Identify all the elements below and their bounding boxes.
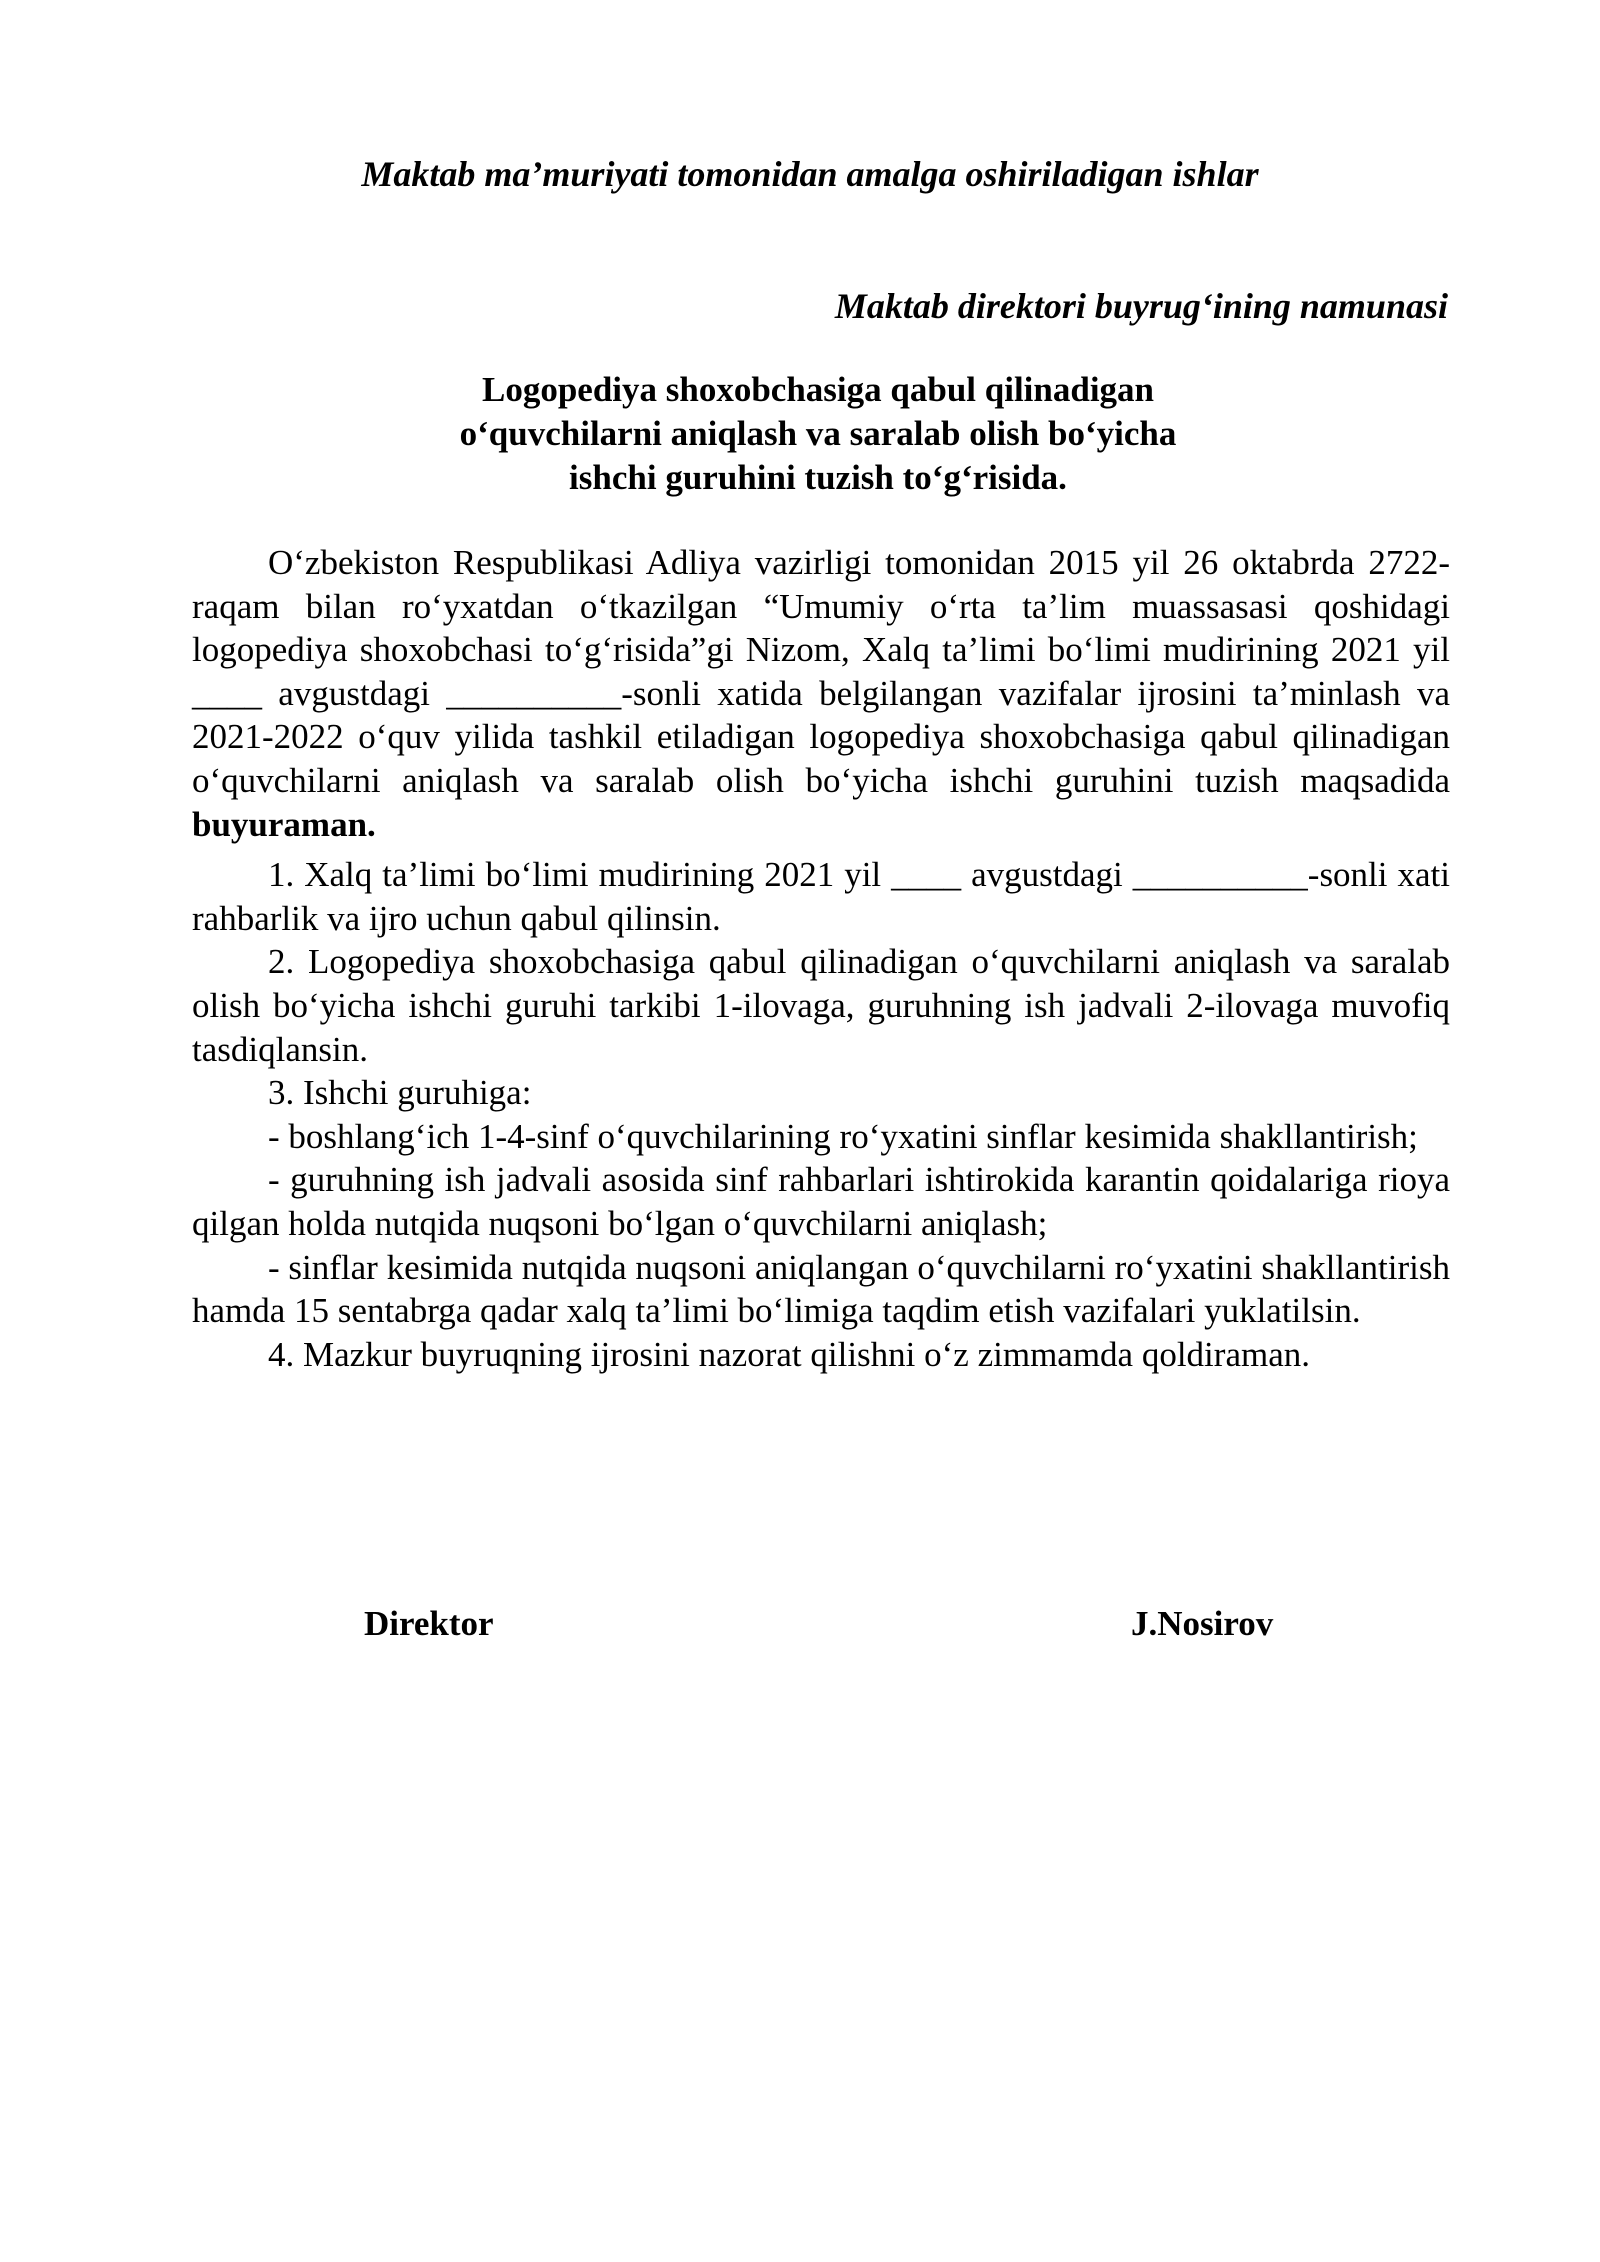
order-item-4: 4. Mazkur buyruqning ijrosini nazorat qilishni o‘z zimmamda qoldiraman. bbox=[268, 1334, 1310, 1374]
order-item-3: 3. Ishchi guruhiga: bbox=[268, 1073, 532, 1113]
order-body bbox=[192, 541, 1450, 1376]
preamble-text: O‘zbekiston Respublikasi Adliya vazirligi tomonidan 2015 yil 26 oktabrda 2722-raqam bilan ro‘yxatdan o‘tkazilgan “Umumiy o‘rta ta’lim muassasasi qoshidagi logopediya shoxobchasi to‘g‘risida”gi Nizom, Xalq ta’limi bo‘limi mudirining 2021 yil ____ avgustdagi __________-sonli xatida belgilangan vazifalar ijrosini ta’minlash va 2021-2022 o‘quv yilida tashkil etiladigan logopediya shoxobchasiga qabul qilinadigan o‘quvchilarni aniqlash va saralab olish bo‘yicha ishchi guruhini tuzish maqsadida bbox=[192, 543, 1450, 800]
signature-position: Direktor bbox=[364, 1604, 494, 1643]
order-subitem-2: - guruhning ish jadvali asosida sinf rahbarlari ishtirokida karantin qoidalariga rioya qilgan holda nutqida nuqsoni bo‘lgan o‘quvchilarni aniqlash; bbox=[192, 1160, 1450, 1243]
order-title bbox=[0, 368, 1600, 500]
order-title-line-1: Logopediya shoxobchasiga qabul qilinadigan bbox=[481, 370, 1155, 409]
order-item-1: 1. Xalq ta’limi bo‘limi mudirining 2021 yil ____ avgustdagi __________-sonli xati rahbarlik va ijro uchun qabul qilinsin. bbox=[192, 855, 1450, 938]
section-heading: Maktab ma’muriyati tomonidan amalga oshiriladigan ishlar bbox=[361, 154, 1259, 194]
preamble-paragraph bbox=[192, 541, 1450, 846]
order-title-line-2: o‘quvchilarni aniqlash va saralab olish bo‘yicha bbox=[459, 414, 1177, 453]
order-title-line-3: ishchi guruhini tuzish to‘g‘risida. bbox=[569, 458, 1067, 497]
order-subitem-3: - sinflar kesimida nutqida nuqsoni aniqlangan o‘quvchilarni ro‘yxatini shakllantirish hamda 15 sentabrga qadar xalq ta’limi bo‘limiga taqdim etish vazifalari yuklatilsin. bbox=[192, 1247, 1450, 1331]
sample-label: Maktab direktori buyrug‘ining namunasi bbox=[834, 286, 1448, 326]
signature-name: J.Nosirov bbox=[1131, 1604, 1274, 1643]
order-item-2: 2. Logopediya shoxobchasiga qabul qilinadigan o‘quvchilarni aniqlash va saralab olish bo‘yicha ishchi guruhi tarkibi 1-ilovaga, guruhning ish jadvali 2-ilovaga muvofiq tasdiqlansin. bbox=[192, 942, 1450, 1069]
preamble-emphasis: buyuraman. bbox=[192, 804, 376, 844]
signature-block bbox=[0, 1602, 1600, 1652]
order-subitem-1: - boshlang‘ich 1-4-sinf o‘quvchilarining ro‘yxatini sinflar kesimida shakllantirish; bbox=[268, 1116, 1418, 1156]
